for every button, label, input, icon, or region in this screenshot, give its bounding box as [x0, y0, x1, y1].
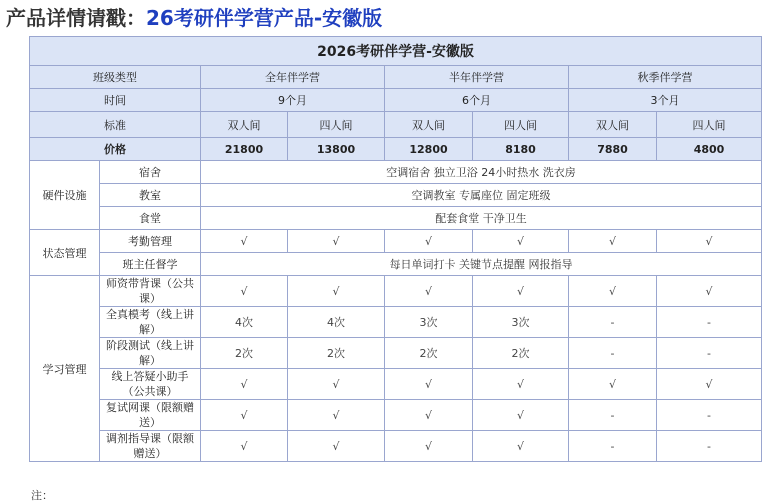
price-cell: 21800: [201, 138, 288, 161]
value-cell: √: [288, 276, 385, 307]
feature-name: 考勤管理: [100, 230, 201, 253]
class-half-year: 半年伴学营: [385, 66, 569, 89]
value-cell: -: [657, 338, 762, 369]
value-cell: √: [473, 369, 569, 400]
time-half-year: 6个月: [385, 89, 569, 112]
feature-name: 教室: [100, 184, 201, 207]
value-cell: √: [473, 230, 569, 253]
value-cell: √: [201, 276, 288, 307]
value-cell: √: [288, 230, 385, 253]
value-cell: 3次: [385, 307, 473, 338]
value-cell: 2次: [201, 338, 288, 369]
value-cell: 4次: [288, 307, 385, 338]
feature-name: 复试网课（限额赠送）: [100, 400, 201, 431]
value-cell: √: [473, 400, 569, 431]
value-cell: √: [657, 369, 762, 400]
value-cell: √: [657, 276, 762, 307]
class-type-label: 班级类型: [30, 66, 201, 89]
standard-cell: 双人间: [201, 112, 288, 138]
value-cell: √: [657, 230, 762, 253]
value-cell: √: [569, 369, 657, 400]
feature-desc: 配套食堂 干净卫生: [201, 207, 762, 230]
value-cell: √: [473, 431, 569, 462]
value-cell: √: [201, 431, 288, 462]
value-cell: 3次: [473, 307, 569, 338]
value-cell: -: [569, 307, 657, 338]
standard-cell: 四人间: [657, 112, 762, 138]
standard-cell: 四人间: [288, 112, 385, 138]
value-cell: √: [288, 400, 385, 431]
value-cell: √: [385, 230, 473, 253]
value-cell: -: [569, 431, 657, 462]
feature-name: 食堂: [100, 207, 201, 230]
feature-desc: 空调教室 专属座位 固定班级: [201, 184, 762, 207]
feature-name: 全真模考（线上讲解）: [100, 307, 201, 338]
feature-desc: 空调宿舍 独立卫浴 24小时热水 洗衣房: [201, 161, 762, 184]
value-cell: 2次: [473, 338, 569, 369]
value-cell: √: [201, 400, 288, 431]
standard-label: 标准: [30, 112, 201, 138]
value-cell: √: [385, 369, 473, 400]
value-cell: √: [569, 230, 657, 253]
value-cell: 4次: [201, 307, 288, 338]
value-cell: -: [569, 400, 657, 431]
price-cell: 8180: [473, 138, 569, 161]
feature-name: 线上答疑小助手（公共课）: [100, 369, 201, 400]
value-cell: -: [657, 307, 762, 338]
standard-cell: 双人间: [385, 112, 473, 138]
time-autumn: 3个月: [569, 89, 762, 112]
value-cell: √: [385, 400, 473, 431]
value-cell: √: [288, 431, 385, 462]
standard-cell: 四人间: [473, 112, 569, 138]
value-cell: √: [201, 230, 288, 253]
table-note: 注：: [31, 489, 53, 502]
price-cell: 4800: [657, 138, 762, 161]
time-label: 时间: [30, 89, 201, 112]
price-cell: 7880: [569, 138, 657, 161]
class-autumn: 秋季伴学营: [569, 66, 762, 89]
table-title: 2026考研伴学营-安徽版: [30, 37, 762, 66]
value-cell: -: [569, 338, 657, 369]
value-cell: √: [385, 276, 473, 307]
price-cell: 13800: [288, 138, 385, 161]
value-cell: 2次: [385, 338, 473, 369]
time-full-year: 9个月: [201, 89, 385, 112]
value-cell: √: [288, 369, 385, 400]
status-group-label: 状态管理: [30, 230, 100, 276]
value-cell: √: [201, 369, 288, 400]
product-name-link[interactable]: 26考研伴学营产品-安徽版: [146, 6, 383, 30]
feature-desc: 每日单词打卡 关键节点提醒 网报指导: [201, 253, 762, 276]
heading-lead: 产品详情请戳：: [6, 6, 146, 30]
feature-name: 阶段测试（线上讲解）: [100, 338, 201, 369]
price-cell: 12800: [385, 138, 473, 161]
product-table: [29, 36, 762, 462]
study-group-label: 学习管理: [30, 276, 100, 462]
value-cell: √: [569, 276, 657, 307]
hardware-group-label: 硬件设施: [30, 161, 100, 230]
value-cell: -: [657, 400, 762, 431]
page-heading: [6, 4, 382, 32]
feature-name: 师资带背课（公共课）: [100, 276, 201, 307]
value-cell: -: [657, 431, 762, 462]
feature-name: 班主任督学: [100, 253, 201, 276]
feature-name: 宿舍: [100, 161, 201, 184]
standard-cell: 双人间: [569, 112, 657, 138]
value-cell: √: [473, 276, 569, 307]
class-full-year: 全年伴学营: [201, 66, 385, 89]
value-cell: √: [385, 431, 473, 462]
price-label: 价格: [30, 138, 201, 161]
value-cell: 2次: [288, 338, 385, 369]
feature-name: 调剂指导课（限额赠送）: [100, 431, 201, 462]
